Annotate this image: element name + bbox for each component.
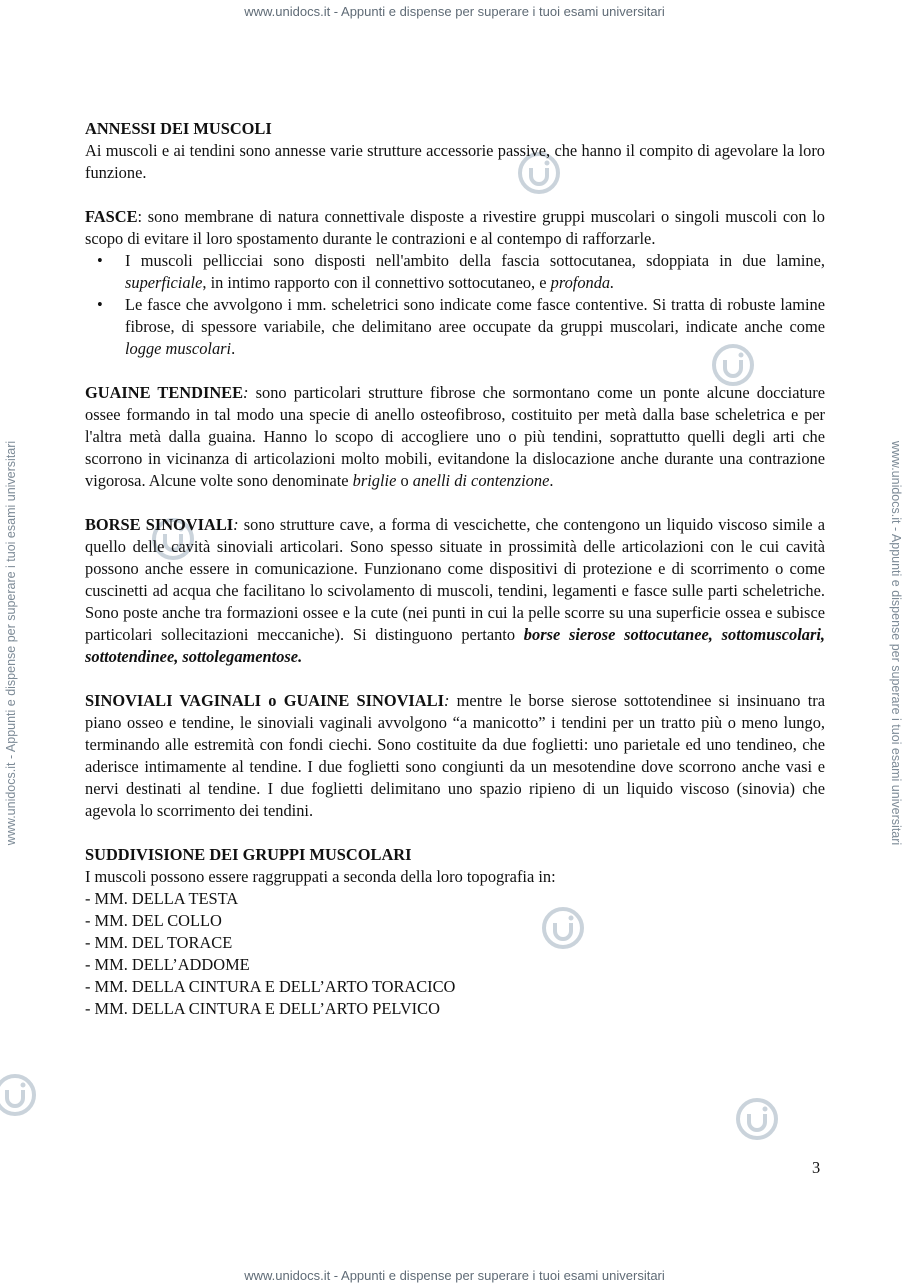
bullet-italic: superficiale [125,273,203,292]
text-guaine-mid: o [396,471,413,490]
document-body [85,118,825,1020]
fasce-bullet-list [85,250,825,360]
list-item: - MM. DELLA TESTA [85,889,239,908]
italic-term: briglie [352,471,397,490]
list-item: - MM. DEL TORACE [85,933,233,952]
bullet-text: , in intimo rapporto con il connettivo sottocutaneo, e [202,273,551,292]
paragraph-guaine [85,382,825,492]
colon: : [243,383,249,402]
watermark-top[interactable]: www.unidocs.it - Appunti e dispense per superare i tuoi esami universitari [244,4,665,19]
page-number: 3 [812,1158,821,1177]
list-item [125,250,825,294]
unidocs-logo-icon [0,1072,38,1118]
watermark-right-text: www.unidocs.it - Appunti e dispense per superare i tuoi esami universitari [889,440,903,846]
paragraph-fasce [85,206,825,250]
list-item: - MM. DELLA CINTURA E DELL’ARTO PELVICO [85,999,440,1018]
section-heading-annessi: ANNESSI DEI MUSCOLI [85,119,272,138]
watermark-left-text: www.unidocs.it - Appunti e dispense per superare i tuoi esami universitari [4,440,18,846]
text-guaine: sono particolari strutture fibrose che sormontano come un ponte alcune docciature ossee formando in tal modo una specie di anello osteofibroso, costituito per metà dalla base scheletrica e per l'altra metà dalla guaina. Hanno lo scopo di accogliere uno o più tendini, soprattutto quelli degli arti che scorrono in vicinanza di articolazioni molto mobili, evitandone la dislocazione anche durante una contrazione vigorosa. Alcune volte sono denominate [85,383,825,490]
italic-term: anelli di contenzione [412,471,550,490]
paragraph-sinoviali [85,690,825,822]
text-fasce: : sono membrane di natura connettivale disposte a rivestire gruppi muscolari o singoli muscoli con lo scopo di evitare il loro spostamento durante le contrazioni e al contempo di rafforzarle. [85,207,825,248]
bullet-text: Le fasce che avvolgono i mm. scheletrici sono indicate come fasce contentive. Si tratta di robuste lamine fibrose, di spessore variabile, che delimitano aree occupate da gruppi muscolari, indicate anche come [125,295,825,336]
term-guaine: GUAINE TENDINEE [85,383,244,402]
term-borse: BORSE SINOVIALI [85,515,234,534]
text-sinoviali: mentre le borse sierose sottotendinee si insinuano tra piano osseo e tendine, le sinoviali vaginali avvolgono “a manicotto” i tendini per un tratto più o meno lungo, terminando alle estremità con fondi ciechi. Sono costituite da due foglietti: uno parietale ed uno tendineo, che aderisce intimamente al tendine. I due foglietti sono congiunti da un mesotendine dove scorrono anche vasi e nervi destinati al tendine. I due foglietti delimitano uno spazio ripieno di un liquido viscoso (sinovia) che agevola lo scorrimento dei tendini. [85,691,825,820]
bullet-italic: logge muscolari [125,339,232,358]
list-item: - MM. DELL’ADDOME [85,955,250,974]
watermark-bottom[interactable]: www.unidocs.it - Appunti e dispense per superare i tuoi esami universitari [244,1268,665,1283]
list-item: - MM. DEL COLLO [85,911,222,930]
term-fasce: FASCE [85,207,138,226]
colon: : [443,691,450,710]
term-sinoviali: SINOVIALI VAGINALI o GUAINE SINOVIALI [85,691,444,710]
bullet-italic: profonda. [550,273,615,292]
paragraph-annessi: Ai muscoli e ai tendini sono annesse varie strutture accessorie passive, che hanno il compito di agevolare la loro funzione. [85,141,825,182]
bullet-text: I muscoli pellicciai sono disposti nell'ambito della fascia sottocutanea, sdoppiata in due lamine, [125,251,825,270]
bold-italic-terms: borse sierose sottocutanee, sottomuscolari, sottotendinee, sottolegamentose. [85,625,825,666]
text-borse: sono strutture cave, a forma di vescichette, che contengono un liquido viscoso simile a quello delle cavità sinoviali articolari. Sono spesso situate in prossimità delle articolazioni con le cui cavità possono anche essere in comunicazione. Funzionano come dispositivi di protezione e di scorrimento o come cuscinetti ad acqua che facilitano lo scivolamento di muscoli, tendini, legamenti e fasce sulle parti scheletriche. Sono poste anche tra formazioni ossee e la cute (nei punti in cui la pelle scorre su una superficie ossea e subisce particolari sollecitazioni meccaniche). Si distinguono pertanto [85,515,825,644]
colon: : [233,515,239,534]
section-heading-suddivisione: SUDDIVISIONE DEI GRUPPI MUSCOLARI [85,845,412,864]
bullet-text: . [231,339,236,358]
unidocs-logo-icon [734,1096,780,1142]
paragraph-borse [85,514,825,668]
list-item [125,294,825,360]
paragraph-suddivisione-intro: I muscoli possono essere raggruppati a seconda della loro topografia in: [85,867,556,886]
text-guaine-end: . [549,471,554,490]
list-item: - MM. DELLA CINTURA E DELL’ARTO TORACICO [85,977,456,996]
